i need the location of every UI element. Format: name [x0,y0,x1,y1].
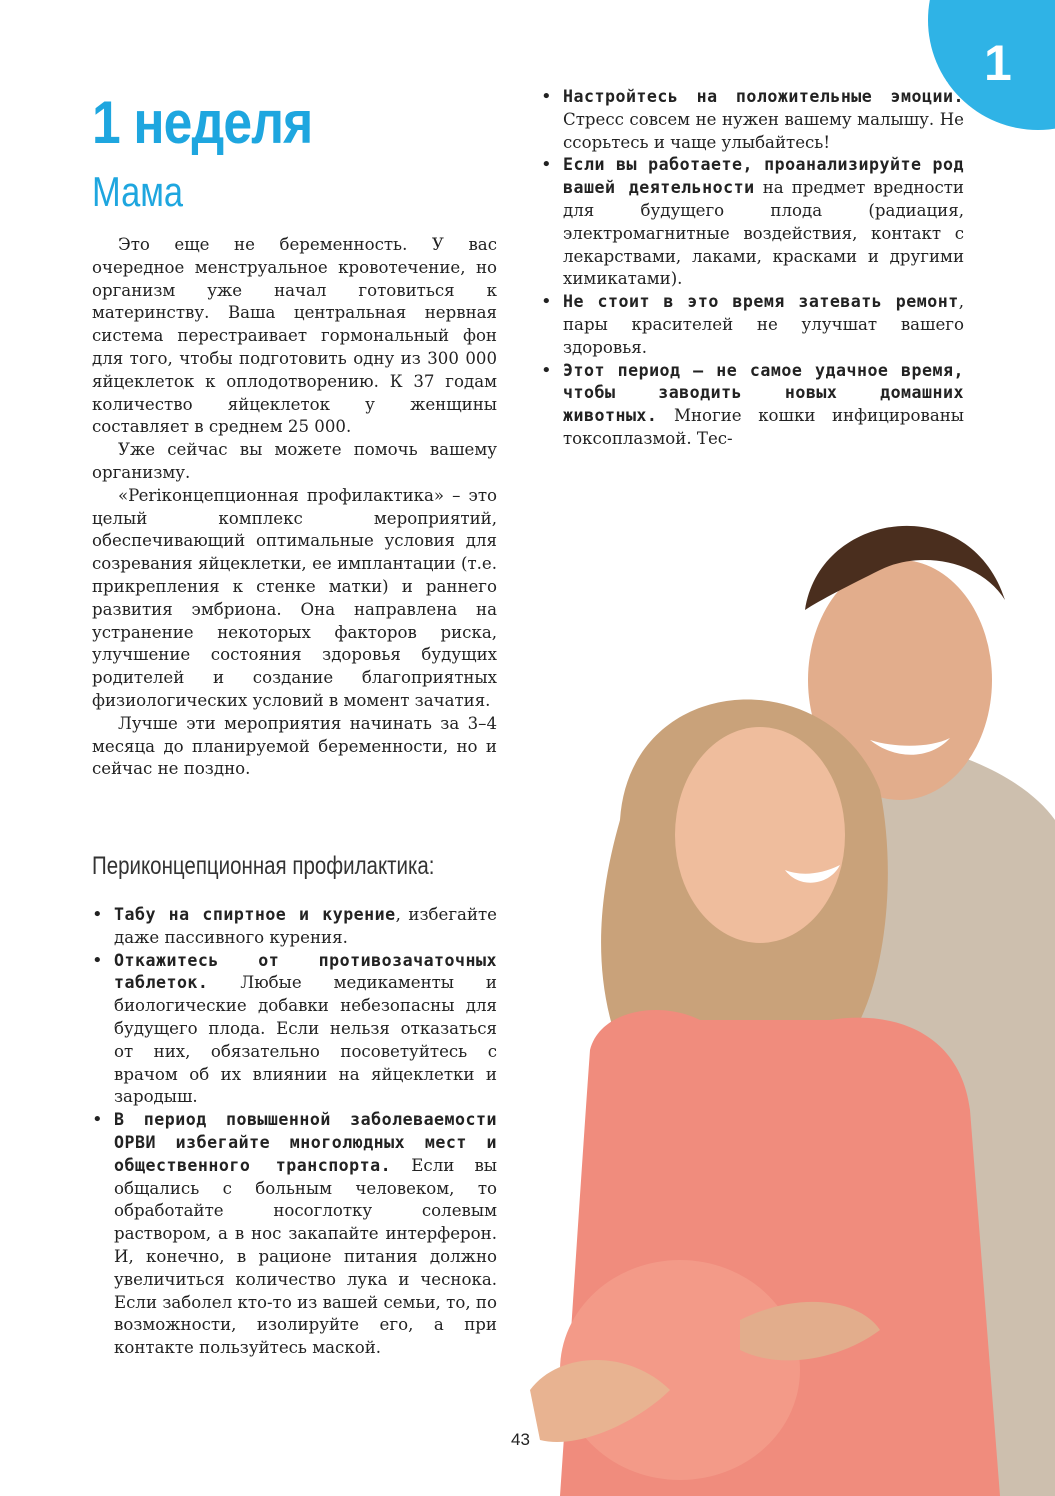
item-text: , пары красителей не улучшат вашего здоровья. [563,292,964,357]
item-bold: В период повышенной заболеваемости ОРВИ избегайте многолюдных мест и общественного транспорта. [114,1110,497,1175]
list-item [541,86,964,154]
item-text: Многие кошки инфицированы токсоплазмой. Тес- [563,406,964,448]
page-subtitle: Мама [92,168,184,215]
left-bullet-list [92,904,497,1360]
list-item [541,291,964,359]
paragraph: «Periконцепционная профилактика» – это целый комплекс мероприятий, обеспечивающий оптимальные условия для созревания яйцеклетки, ее имплантации (т.е. прикрепления к стенке матки) и раннего развития эмбриона. Она направлена на устранение некоторых факторов риска, улучшение состояния здоровья будущих родителей и создание благоприятных физиологических условий в момент зачатия. [92,485,497,710]
paragraph: Лучше эти мероприятия начинать за 3–4 месяца до планируемой беременности, но и сейчас не поздно. [92,713,497,779]
item-text: Стресс совсем не нужен вашему малышу. Не ссорьтесь и чаще улыбайтесь! [563,109,964,152]
item-bold: Табу на спиртное и курение [114,905,396,924]
list-item [92,904,497,950]
item-text: на предмет вредности для будущего плода (радиация, электромагнитные воздействия, контакт с лекарствами, лаками, красками и другими химикатами). [563,178,964,289]
trimester-number: 1 [984,35,1012,91]
list-item [92,950,497,1110]
paragraph: Это еще не беременность. У вас очередное менструальное кровотечение, но организм уже начал готовиться к материнству. Ваша центральная нервная система перестраивает гормональный фон для того, чтобы подготовить одну из 300 000 яйцеклеток к оплодотворению. К 37 годам количество яйцеклеток у женщины составляет в среднем 25 000. [92,235,497,437]
item-bold: Если вы работаете, проанализируйте род вашей деятельности [563,155,964,198]
intro-text [92,234,497,781]
trimester-label: триместр [926,66,992,154]
right-bullet-list [541,86,964,451]
list-item [541,360,964,451]
paragraph: Уже сейчас вы можете помочь вашему организму. [92,440,497,482]
item-text: Если вы общались с больным человеком, то обработайте носоглотку солевым раствором, а в нос закапайте интерферон. И, конечно, в рационе питания должно увеличиться количество лука и чеснока. Если заболел кто-то из вашей семьи, то, по возможности, изолируйте его, а при контакте пользуйтесь маской. [114,1155,497,1358]
item-bold: Этот период – не самое удачное время, чтобы заводить новых домашних животных. [563,360,964,426]
item-bold: Настройтесь на положительные эмоции. [563,87,964,106]
page-number: 43 [511,1430,530,1449]
item-text: Любые медикаменты и биологические добавки небезопасны для будущего плода. Если нельзя отказаться от них, обязательно посоветуйтесь с врачом об их влиянии на яйцеклетки и зародыш. [114,973,497,1107]
item-bold: Откажитесь от противозачаточных таблеток. [114,950,497,993]
list-item [92,1109,497,1360]
list-item [541,154,964,291]
page-title: 1 неделя [92,89,313,156]
couple-photo [500,490,1055,1496]
section-heading: Периконцепционная профилактика: [92,852,435,880]
item-text: , избегайте даже пассивного курения. [114,905,497,947]
item-bold: Не стоит в это время затевать ремонт [563,292,959,312]
